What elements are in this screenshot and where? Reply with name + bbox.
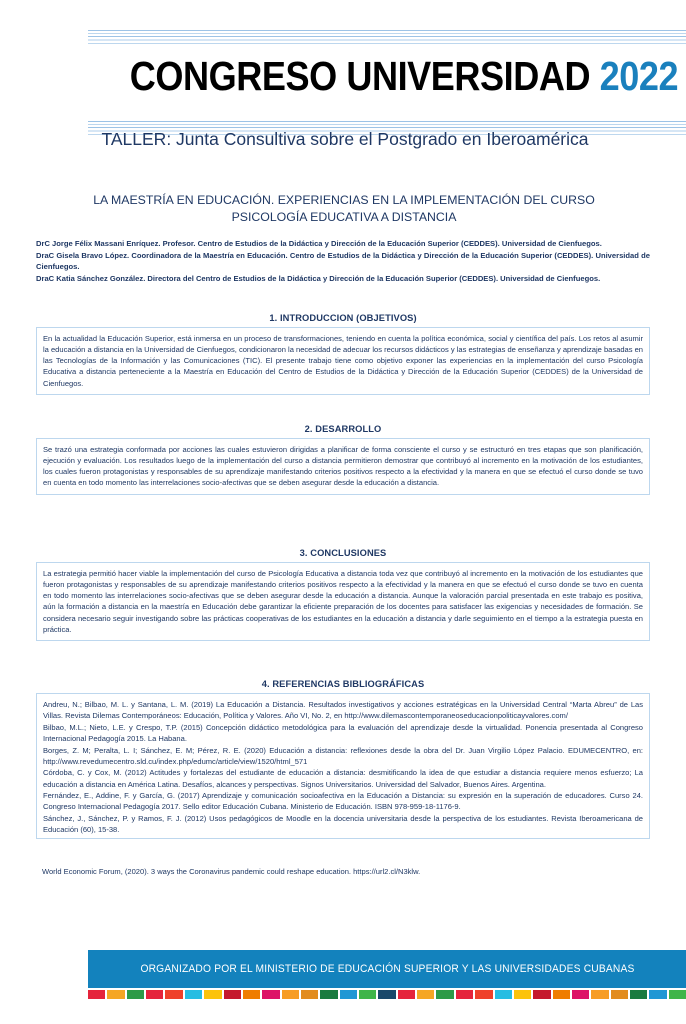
section-paragraph: En la actualidad la Educación Superior, está inmersa en un proceso de transformaciones, teniendo en cuenta la política económica, social y científica del país. Los retos al asumir la educación a distancia en la Universidad de Cienfuegos, condicionaron la necesidad de adecuar los recursos didácticos y las estrategias de enseñanza y aprendizaje basadas en las Tecnologías de la Información y las Comunicaciones (TIC). El presente trabajo tiene como objetivo exponer las experiencias en la implementación del curso Psicología Educativa a distancia perteneciente a la Maestría en Educación del Centro de Estudios de la Didáctica y Dirección de la Educación Superior (CEDDES) de la Universidad de Cienfuegos. — [43, 334, 643, 388]
sdg-color-swatch — [417, 990, 434, 999]
sdg-color-swatch — [533, 990, 550, 999]
reference-item: Sánchez, J., Sánchez, P. y Ramos, F. J. (2012) Usos pedagógicos de Moodle en la docencia universitaria desde la perspectiva de los estudiantes. Revista Iberoamericana de Educación (60), 15-38. — [43, 814, 643, 835]
header-rule-stack-top — [88, 30, 686, 44]
sdg-color-swatch — [495, 990, 512, 999]
author-line: DraC Katia Sánchez González. Directora del Centro de Estudios de la Didáctica y Dirección de la Educación Superior (CEDDES). Universidad de Cienfuegos. — [36, 273, 601, 283]
reference-list — [43, 699, 643, 835]
sdg-color-swatch — [359, 990, 376, 999]
sdg-color-swatch — [127, 990, 144, 999]
sdg-color-swatch — [591, 990, 608, 999]
reference-item-trailing: World Economic Forum, (2020). 3 ways the Coronavirus pandemic could reshape education. https://url2.cl/N3klw. — [42, 867, 421, 876]
reference-item: Bilbao, M.L.; Nieto, L.E. y Crespo, T.P. (2015) Concepción didáctico metodológica para la evaluación del aprendizaje desde la virtualidad. Ponencia presentada al Congreso Internacional Pedagogía 2015. La Habana. — [43, 722, 643, 743]
rule-line — [88, 33, 686, 34]
author-line: DraC Gisela Bravo López. Coordinadora de la Maestría en Educación. Centro de Estudios de la Didáctica y Dirección de la Educación Superior (CEDDES). Universidad de Cienfuegos. — [36, 250, 650, 272]
sdg-color-swatch — [107, 990, 124, 999]
masthead-wrapper — [129, 53, 678, 99]
author-block — [36, 238, 650, 284]
workshop-title: TALLER: Junta Consultiva sobre el Postgrado en Iberoamérica — [101, 129, 589, 149]
sdg-color-swatch — [165, 990, 182, 999]
section-heading-introduction: 1. INTRODUCCION (OBJETIVOS) — [269, 313, 417, 323]
section-heading-references: 4. REFERENCIAS BIBLIOGRÁFICAS — [261, 679, 425, 689]
masthead — [0, 53, 678, 99]
rule-line — [88, 30, 686, 31]
sdg-color-swatch — [475, 990, 492, 999]
footer-banner-text: ORGANIZADO POR EL MINISTERIO DE EDUCACIÓN SUPERIOR Y LAS UNIVERSIDADES CUBANAS — [139, 963, 635, 975]
section-body-development — [36, 438, 650, 495]
section-heading-development: 2. DESARROLLO — [304, 424, 382, 434]
reference-item: Córdoba, C. y Cox, M. (2012) Actitudes y fortalezas del estudiante de educación a distancia: desmitificando la idea de que estudiar a distancia requiere menos esfuerzo; La educación a distancia en América Latina. Desafíos, alcances y perspectivas. Signos Universitarios. Universidad del Salvador, Buenos Aires. Argentina. — [43, 768, 643, 789]
sdg-color-swatch — [456, 990, 473, 999]
masthead-title: CONGRESO UNIVERSIDAD — [129, 53, 600, 99]
rule-line — [88, 39, 686, 41]
section-heading-conclusions: 3. CONCLUSIONES — [299, 548, 387, 558]
sdg-color-swatch — [669, 990, 686, 999]
reference-item: Borges, Z. M; Peralta, L. I; Sánchez, E. M; Pérez, R. E. (2020) Educación a distancia: reflexiones desde la obra del Dr. Juan Virgilio López Palacio. EDUMECENTRO, en: http://www.revedumecentro.sld.cu/index.php/edumc/article/view/1520/html_571 — [43, 745, 643, 766]
section-body-introduction — [36, 327, 650, 395]
section-body-references — [36, 693, 650, 839]
sdg-color-swatch — [262, 990, 279, 999]
sdg-color-swatch — [340, 990, 357, 999]
sdg-color-swatch — [88, 990, 105, 999]
sdg-color-swatch — [630, 990, 647, 999]
sdg-color-swatch — [514, 990, 531, 999]
sdg-color-swatch — [611, 990, 628, 999]
sdg-color-swatch — [204, 990, 221, 999]
sdg-color-swatch — [436, 990, 453, 999]
rule-line — [88, 43, 686, 44]
sdg-color-swatch — [185, 990, 202, 999]
sdg-color-swatch — [282, 990, 299, 999]
author-line: DrC Jorge Félix Massani Enríquez. Profesor. Centro de Estudios de la Didáctica y Dirección de la Educación Superior (CEDDES). Universidad de Cienfuegos. — [36, 239, 602, 248]
footer-banner — [88, 950, 686, 988]
sdg-color-swatch — [146, 990, 163, 999]
section-paragraph: Se trazó una estrategia conformada por acciones las cuales estuvieron dirigidas a planificar de forma consciente el curso y se estructuró en tres etapas que son planificación, ejecución y evaluación. Los resultados luego de la implementación del curso a distancia permitieron demostrar que contribuyó al incremento en la motivación de los estudiantes, los cuales fueron protagonistas y responsables de su aprendizaje manifestando criterios positivos respecto a la efectividad y la manera en que se efectuó el curso donde se tuvo en cuenta en todo momento las interrelaciones socio-afectivas que se deben asegurar desde la educación a distancia. — [43, 445, 643, 488]
sdg-color-swatch — [243, 990, 260, 999]
sdg-color-swatch — [572, 990, 589, 999]
sdg-color-strip — [88, 990, 686, 999]
section-body-conclusions — [36, 562, 650, 641]
reference-item: Fernández, E., Addine, F. y García, G. (2017) Aprendizaje y comunicación socioafectiva en la Educación a Distancia: su expresión en la superación de educadores. Curso 24. Congreso Internacional Pedagogía 2017. Sello editor Educación Cubana. Ministerio de Educación. ISBN 978-959-18-1176-9. — [43, 791, 643, 812]
masthead-year: 2022 — [599, 53, 678, 99]
sdg-color-swatch — [553, 990, 570, 999]
sdg-color-swatch — [301, 990, 318, 999]
sdg-color-swatch — [378, 990, 395, 999]
sdg-color-swatch — [320, 990, 337, 999]
paper-title: LA MAESTRÍA EN EDUCACIÓN. EXPERIENCIAS EN LA IMPLEMENTACIÓN DEL CURSO PSICOLOGÍA EDUCATIVA A DISTANCIA — [93, 193, 595, 225]
sdg-color-swatch — [649, 990, 666, 999]
sdg-color-swatch — [398, 990, 415, 999]
sdg-color-swatch — [224, 990, 241, 999]
rule-line — [88, 124, 686, 125]
reference-item: Andreu, N.; Bilbao, M. L. y Santana, L. M. (2019) La Educación a Distancia. Resultados investigativos y acciones estratégicas en la Universidad Central “Marta Abreu” de Las Villas. Revista Dilemas Contemporáneos: Educación, Política y Valores. Año VI, No. 2, en http://www.dilemascontemporaneoseducacionpoliticayvalores.com/ — [43, 700, 643, 721]
section-paragraph: La estrategia permitió hacer viable la implementación del curso de Psicología Educativa a distancia toda vez que contribuyó al incremento en la motivación de los estudiantes que fueron protagonistas y responsables de su aprendizaje manifestando criterios positivos respecto a la efectividad y la manera en que se efectuó el curso donde se tuvo en cuenta en todo momento las interrelaciones socio-afectivas que se deben asegurar desde la educación a distancia. Aunque la valoración parcial presentada en este trabajo es positiva, aún la formación a distancia en la maestría en Educación debe garantizar la eficiente preparación de los docentes para satisfacer las exigencias y necesidades de formación. Se considera necesario seguir investigando sobre las prácticas cooperativas de los estudiantes en la educación a distancia y darle seguimiento en el tiempo a la estrategia puesta en práctica. — [43, 569, 643, 634]
rule-line — [88, 36, 686, 37]
rule-line — [88, 121, 686, 122]
